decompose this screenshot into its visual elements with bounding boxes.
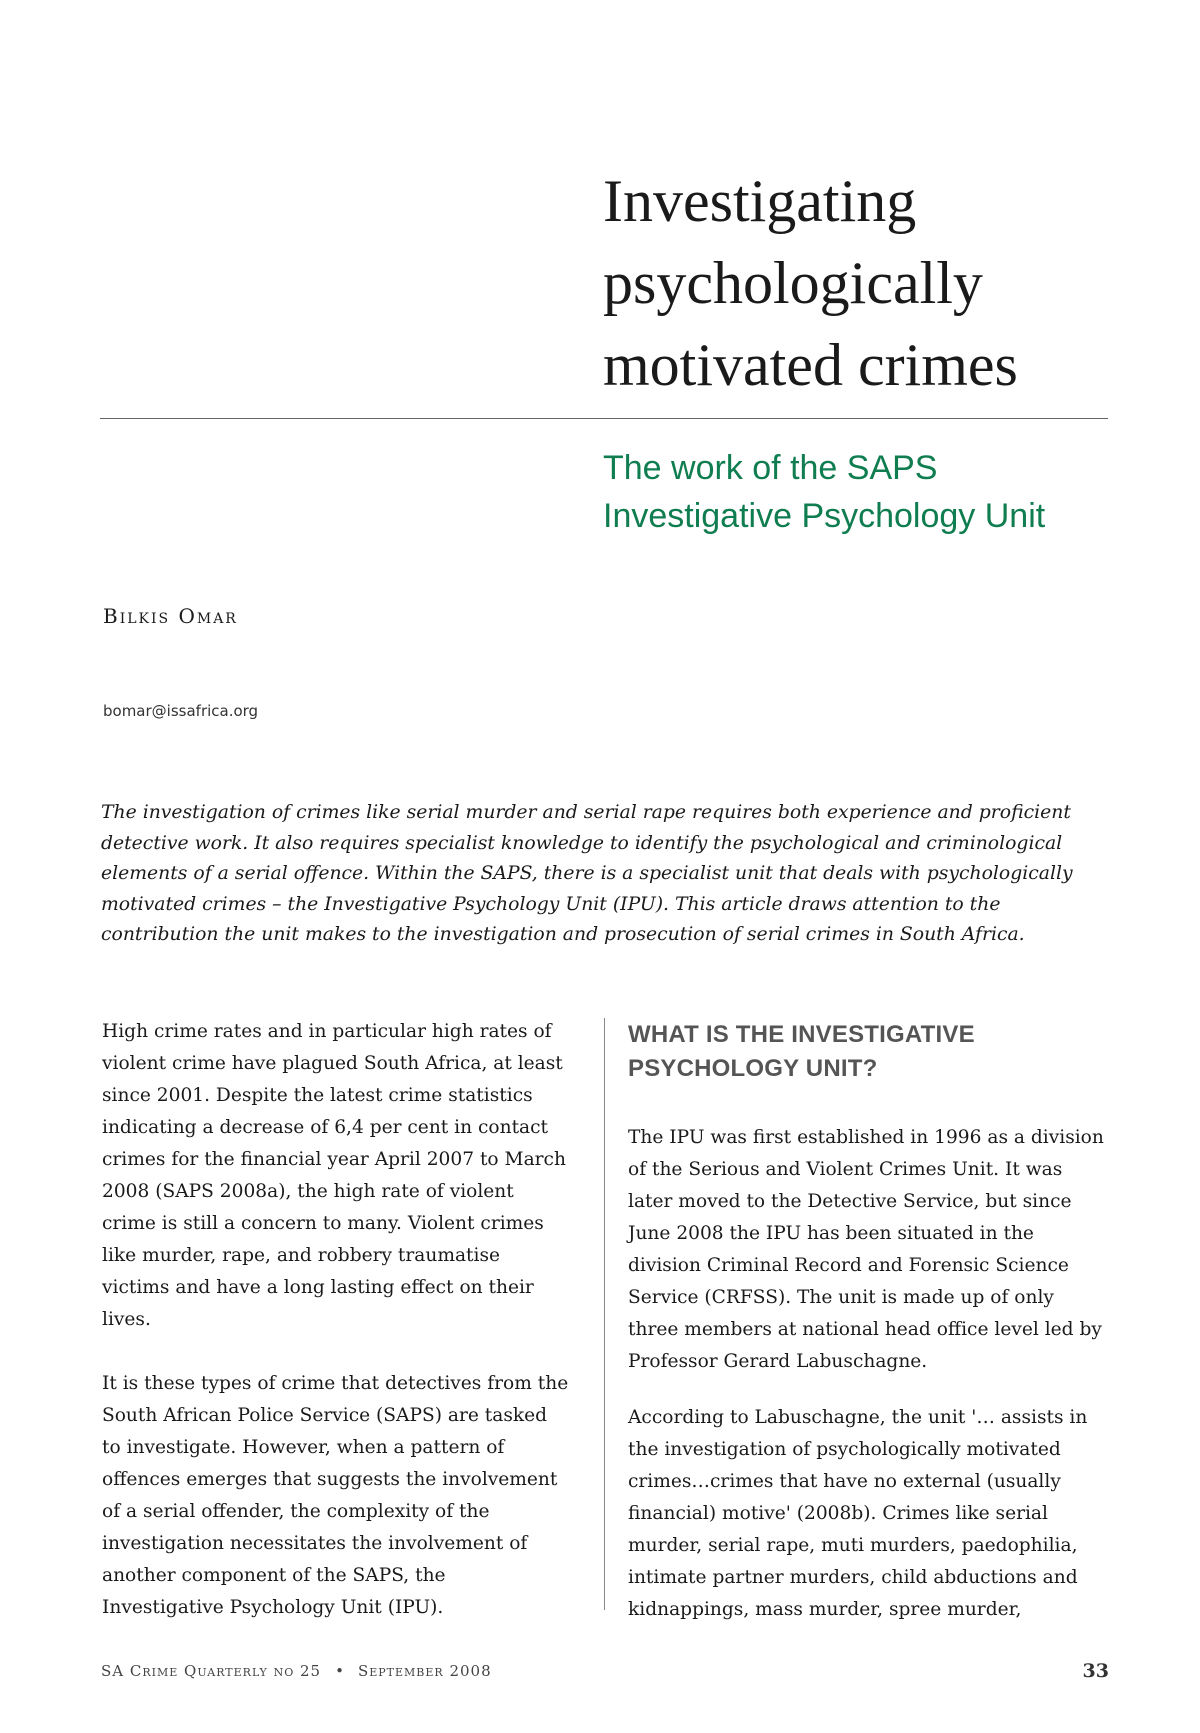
subtitle-line: The work of the SAPS xyxy=(603,449,938,487)
text-line: like murder, rape, and robbery traumatise xyxy=(102,1245,501,1266)
text-line: indicating a decrease of 6,4 per cent in contact xyxy=(102,1117,549,1138)
text-line: South African Police Service (SAPS) are tasked xyxy=(102,1405,548,1426)
body-paragraph xyxy=(102,1016,572,1336)
text-line: of the Serious and Violent Crimes Unit. It was xyxy=(628,1159,1063,1180)
text-line: kidnappings, mass murder, spree murder, xyxy=(628,1599,1022,1620)
text-line: later moved to the Detective Service, but since xyxy=(628,1191,1072,1212)
article-title xyxy=(603,160,1123,406)
section-heading xyxy=(628,1018,1108,1086)
text-line: of a serial offender, the complexity of the xyxy=(102,1501,490,1522)
text-line: another component of the SAPS, the xyxy=(102,1565,446,1586)
article-subtitle xyxy=(603,444,1143,540)
text-line: crimes for the financial year April 2007 to March xyxy=(102,1149,566,1170)
text-line: High crime rates and in particular high rates of xyxy=(102,1021,552,1042)
left-column xyxy=(102,1016,572,1624)
text-line: three members at national head office level led by xyxy=(628,1319,1102,1340)
author-name: Bilkis Omar xyxy=(103,604,238,628)
subtitle-line: Investigative Psychology Unit xyxy=(603,497,1046,535)
abstract-line: elements of a serial offence. Within the SAPS, there is a specialist unit that deals with psychologically xyxy=(101,863,1073,884)
abstract-line: contribution the unit makes to the investigation and prosecution of serial crimes in South Africa. xyxy=(101,924,1025,945)
body-paragraph xyxy=(628,1402,1108,1626)
page-footer xyxy=(101,1662,1109,1680)
text-line: crime is still a concern to many. Violent crimes xyxy=(102,1213,544,1234)
text-line: violent crime have plagued South Africa, at least xyxy=(102,1053,563,1074)
body-paragraph xyxy=(628,1122,1108,1378)
text-line: offences emerges that suggests the involvement xyxy=(102,1469,558,1490)
abstract-line: The investigation of crimes like serial murder and serial rape requires both experience and proficient xyxy=(101,802,1071,823)
page-number: 33 xyxy=(1082,1660,1109,1682)
title-line: motivated crimes xyxy=(603,332,1018,398)
author-email[interactable]: bomar@issafrica.org xyxy=(103,702,259,720)
text-line: financial) motive' (2008b). Crimes like serial xyxy=(628,1503,1048,1524)
abstract-line: detective work. It also requires specialist knowledge to identify the psychological and criminological xyxy=(101,832,1063,854)
text-line: investigation necessitates the involvement of xyxy=(102,1533,528,1554)
text-line: victims and have a long lasting effect on their xyxy=(102,1277,534,1298)
title-line: Investigating xyxy=(603,168,917,234)
text-line: The IPU was first established in 1996 as a division xyxy=(628,1127,1104,1148)
heading-line: WHAT IS THE INVESTIGATIVE xyxy=(628,1021,975,1048)
text-line: It is these types of crime that detectives from the xyxy=(102,1373,569,1394)
text-line: the investigation of psychologically motivated xyxy=(628,1439,1061,1460)
issue-date: September 2008 xyxy=(357,1662,492,1680)
text-line: murder, serial rape, muti murders, paedophilia, xyxy=(628,1535,1078,1556)
column-divider xyxy=(604,1018,605,1610)
right-column xyxy=(628,1018,1108,1626)
text-line: to investigate. However, when a pattern of xyxy=(102,1437,505,1458)
journal-name: SA Crime Quarterly no 25 xyxy=(101,1662,322,1680)
text-line: Service (CRFSS). The unit is made up of only xyxy=(628,1287,1054,1308)
title-line: psychologically xyxy=(603,250,983,316)
text-line: crimes…crimes that have no external (usually xyxy=(628,1471,1061,1492)
heading-line: PSYCHOLOGY UNIT? xyxy=(628,1055,878,1082)
text-line: June 2008 the IPU has been situated in the xyxy=(628,1223,1034,1244)
text-line: 2008 (SAPS 2008a), the high rate of violent xyxy=(102,1181,514,1202)
text-line: Professor Gerard Labuschagne. xyxy=(628,1351,928,1372)
text-line: since 2001. Despite the latest crime statistics xyxy=(102,1085,533,1106)
text-line: intimate partner murders, child abductions and xyxy=(628,1567,1078,1588)
text-line: Investigative Psychology Unit (IPU). xyxy=(102,1597,444,1618)
title-divider xyxy=(100,418,1108,419)
abstract xyxy=(101,798,1111,951)
text-line: According to Labuschagne, the unit '… assists in xyxy=(628,1407,1088,1428)
abstract-line: motivated crimes – the Investigative Psychology Unit (IPU). This article draws attention to the xyxy=(101,893,1001,915)
body-paragraph xyxy=(102,1368,572,1624)
text-line: lives. xyxy=(102,1309,151,1330)
text-line: division Criminal Record and Forensic Science xyxy=(628,1255,1069,1276)
footer-bullet: • xyxy=(335,1662,344,1680)
